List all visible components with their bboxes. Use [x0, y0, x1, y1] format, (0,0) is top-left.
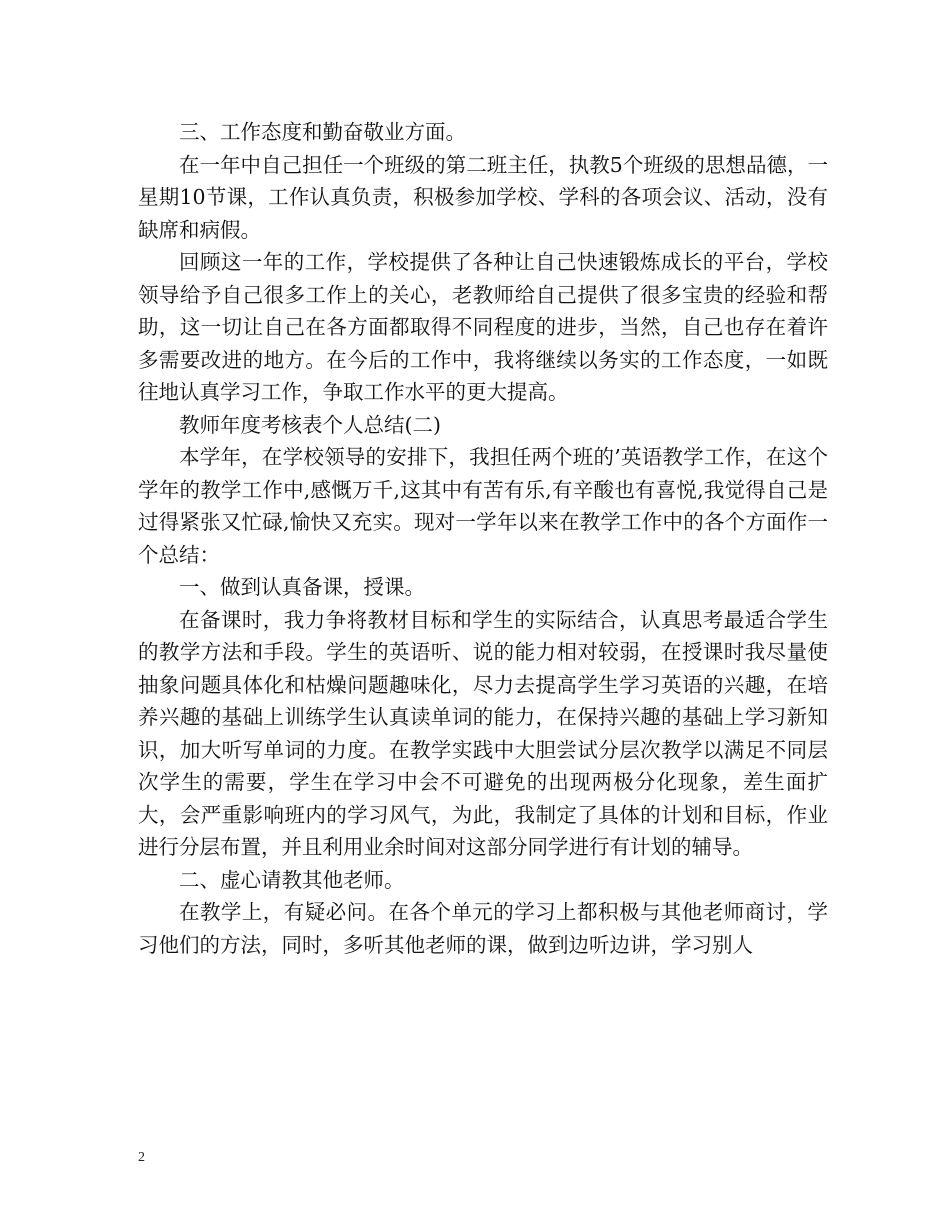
page-number: 2	[138, 1150, 145, 1165]
paragraph: 本学年，在学校领导的安排下，我担任两个班的’英语教学工作，在这个学年的教学工作中,感慨万千,这其中有苦有乐,有辛酸也有喜悦,我觉得自己是过得紧张又忙碌,愉快又充实。现对一学年以来在教学工作中的各个方面作一个总结：	[138, 445, 828, 567]
paragraph: 回顾这一年的工作，学校提供了各种让自己快速锻炼成长的平台，学校领导给予自己很多工作上的关心，老教师给自己提供了很多宝贵的经验和帮助，这一切让自己在各方面都取得不同程度的进步，当然，自己也存在着许多需要改进的地方。在今后的工作中，我将继续以务实的工作态度，一如既往地认真学习工作，争取工作水平的更大提高。	[138, 250, 828, 404]
paragraph: 一、做到认真备课，授课。	[179, 575, 425, 599]
document-body	[138, 116, 828, 961]
paragraph: 在教学上，有疑必问。在各个单元的学习上都积极与其他老师商讨，学习他们的方法，同时，多听其他老师的课，做到边听边讲，学习别人	[138, 900, 828, 957]
paragraph: 二、虚心请教其他老师。	[179, 867, 405, 892]
paragraph: 三、工作态度和勤奋敬业方面。	[179, 120, 466, 144]
paragraph: 在一年中自己担任一个班级的第二班主任，执教5个班级的思想品德，一星期10节课，工作认真负责，积极参加学校、学科的各项会议、活动，没有缺席和病假。	[138, 152, 828, 242]
paragraph: 在备课时，我力争将教材目标和学生的实际结合，认真思考最适合学生的教学方法和手段。学生的英语听、说的能力相对较弱，在授课时我尽量使抽象问题具体化和枯燥问题趣味化，尽力去提高学生学习英语的兴趣，在培养兴趣的基础上训练学生认真读单词的能力，在保持兴趣的基础上学习新知识，加大听写单词的力度。在教学实践中大胆尝试分层次教学以满足不同层次学生的需要，学生在学习中会不可避免的出现两极分化现象，差生面扩大，会严重影响班内的学习风气，为此，我制定了具体的计划和目标，作业进行分层布置，并且利用业余时间对这部分同学进行有计划的辅导。	[138, 607, 828, 859]
section-heading: 教师年度考核表个人总结(二)	[179, 412, 441, 437]
